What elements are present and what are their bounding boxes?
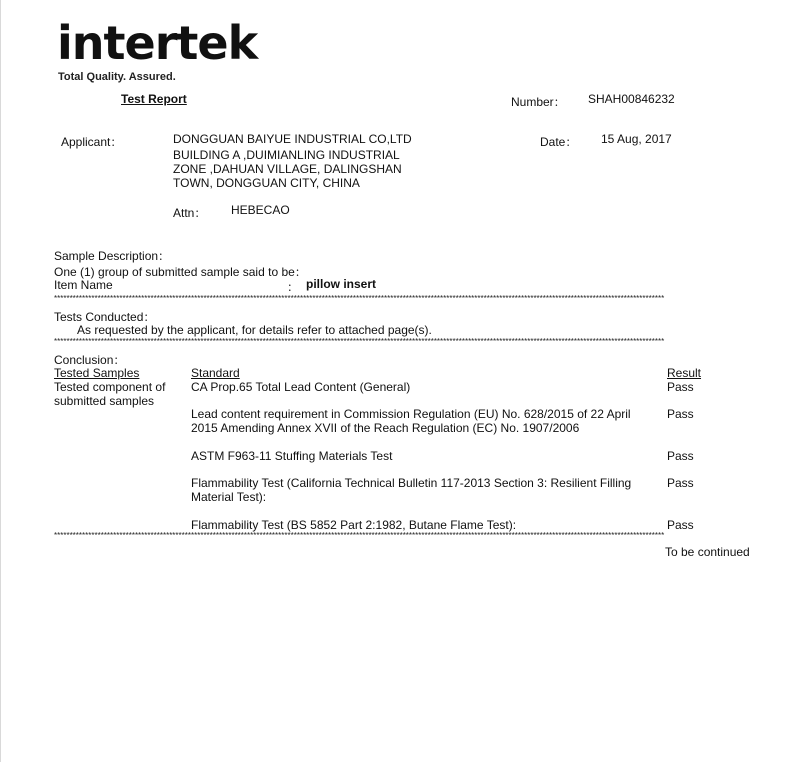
standard-row-1: CA Prop.65 Total Lead Content (General) [191,380,411,394]
tested-samples-header: Tested Samples [54,366,140,380]
tests-conducted-label: Tests Conducted： [54,310,156,324]
standard-row-4-line-2: Material Test): [191,490,267,504]
number-label: Number： [511,95,566,109]
tests-conducted-text: As requested by the applicant, for details refer to attached page(s). [77,323,432,337]
standard-row-4-line-1: Flammability Test (California Technical Bulletin 117-2013 Section 3: Resilient Filling [191,476,632,490]
item-name-value: pillow insert [306,277,377,291]
applicant-line-4: TOWN, DONGGUAN CITY, CHINA [173,176,360,190]
standard-row-5: Flammability Test (BS 5852 Part 2:1982, Butane Flame Test): [191,518,517,532]
standard-header: Standard [191,366,240,380]
intertek-logo: intertek [57,16,258,70]
result-header: Result [667,366,702,380]
applicant-line-1: DONGGUAN BAIYUE INDUSTRIAL CO,LTD [173,132,412,146]
date-label: Date： [540,135,578,149]
result-row-4: Pass [667,476,694,490]
item-name-label: Item Name [54,278,113,292]
attn-label: Attn： [173,206,207,220]
report-date: 15 Aug, 2017 [601,132,672,146]
attn-value: HEBECAO [231,203,290,217]
tested-samples-line-2: submitted samples [54,394,155,408]
to-be-continued: To be continued [665,545,750,559]
result-row-3: Pass [667,449,694,463]
sample-description-label: Sample Description： [54,249,171,263]
separator-line: **************************************************************************************************************************************************************************************************** [54,295,665,303]
report-title: Test Report [121,92,187,106]
result-row-1: Pass [667,380,694,394]
applicant-line-2: BUILDING A ,DUIMIANLING INDUSTRIAL [173,148,400,162]
separator-line: **************************************************************************************************************************************************************************************************** [54,338,665,346]
item-name-colon: ： [287,280,300,294]
logo-tagline: Total Quality. Assured. [58,71,176,83]
standard-row-3: ASTM F963-11 Stuffing Materials Test [191,449,393,463]
conclusion-label: Conclusion： [54,353,126,367]
result-row-2: Pass [667,407,694,421]
applicant-line-3: ZONE ,DAHUAN VILLAGE, DALINGSHAN [173,162,402,176]
sample-intro: One (1) group of submitted sample said to be： [54,265,307,279]
report-number: SHAH00846232 [588,92,675,106]
tested-samples-line-1: Tested component of [54,380,166,394]
standard-row-2-line-2: 2015 Amending Annex XVII of the Reach Regulation (EC) No. 1907/2006 [191,421,580,435]
separator-line: **************************************************************************************************************************************************************************************************** [54,532,665,540]
result-row-5: Pass [667,518,694,532]
applicant-label: Applicant： [61,135,123,149]
standard-row-2-line-1: Lead content requirement in Commission Regulation (EU) No. 628/2015 of 22 April [191,407,631,421]
